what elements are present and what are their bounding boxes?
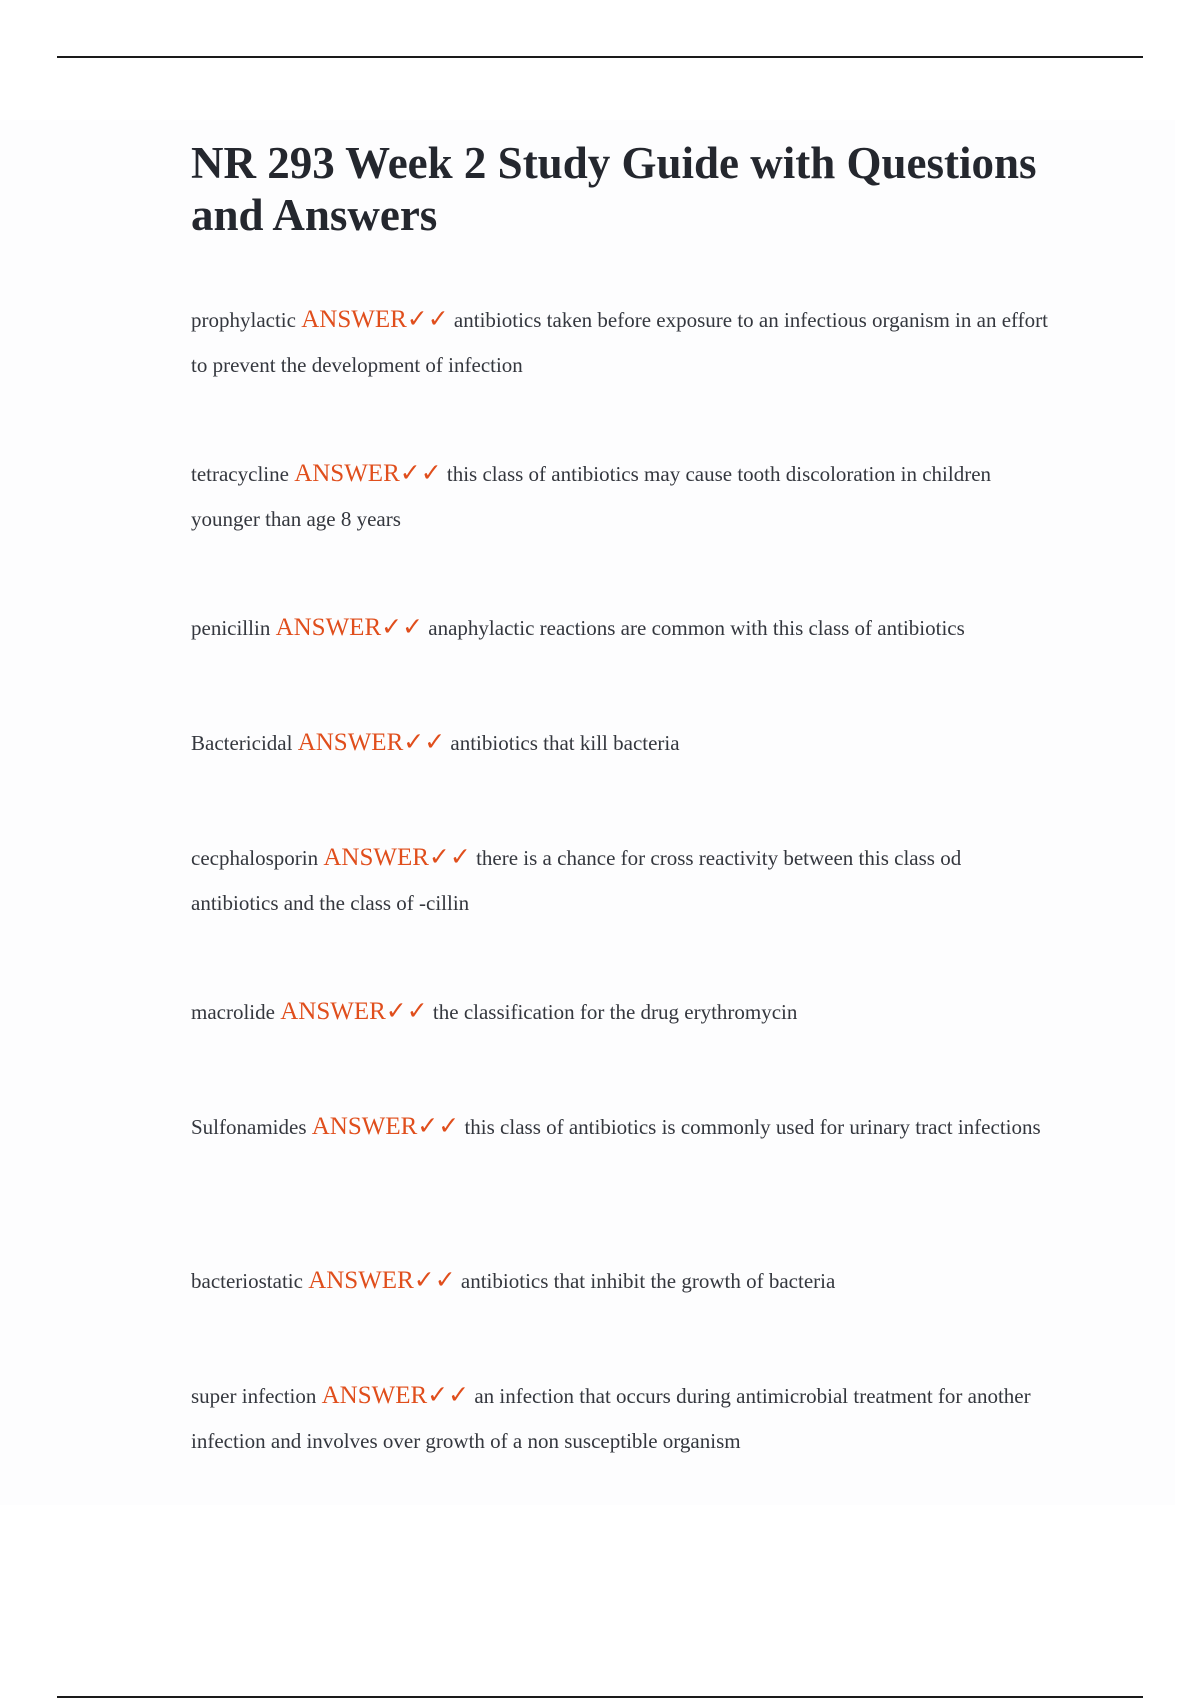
qa-item: [191, 605, 1051, 651]
qa-term: prophylactic: [191, 308, 296, 332]
qa-item: [191, 835, 1051, 926]
qa-definition: this class of antibiotics is commonly used for urinary tract infections: [464, 1115, 1041, 1139]
answer-marker: ANSWER✓✓: [323, 844, 471, 871]
answer-marker: ANSWER✓✓: [275, 614, 424, 641]
answer-marker: ANSWER✓✓: [308, 1267, 456, 1294]
qa-item: [191, 1258, 1051, 1304]
answer-marker: ANSWER✓✓: [297, 729, 446, 756]
qa-term: penicillin: [191, 616, 271, 640]
qa-definition: an infection that occurs during antimicrobial treatment for another infection and involves over growth of a non susceptible organism: [191, 1384, 1031, 1453]
qa-item: [191, 989, 1051, 1035]
qa-definition: antibiotics taken before exposure to an infectious organism in an effort to prevent the development of infection: [191, 308, 1048, 377]
footer-rule: [57, 1696, 1143, 1698]
qa-item: [191, 1373, 1051, 1464]
header-rule: [57, 56, 1143, 58]
qa-term: Sulfonamides: [191, 1115, 307, 1139]
qa-definition: the classification for the drug erythromycin: [432, 1000, 798, 1024]
qa-definition: there is a chance for cross reactivity between this class od antibiotics and the class of -cillin: [191, 846, 962, 915]
qa-term: bacteriostatic: [191, 1269, 303, 1293]
answer-marker: ANSWER✓✓: [294, 460, 442, 487]
document-header: [191, 137, 1051, 241]
qa-term: tetracycline: [191, 462, 289, 486]
qa-term: macrolide: [191, 1000, 275, 1024]
qa-term: super infection: [191, 1384, 317, 1408]
qa-term: cecphalosporin: [191, 846, 319, 870]
qa-definition: antibiotics that kill bacteria: [450, 731, 680, 755]
qa-definition: anaphylactic reactions are common with this class of antibiotics: [428, 616, 965, 640]
qa-item: [191, 451, 1051, 542]
answer-marker: ANSWER✓✓: [321, 1382, 470, 1409]
answer-marker: ANSWER✓✓: [280, 998, 428, 1025]
qa-definition: antibiotics that inhibit the growth of bacteria: [460, 1269, 836, 1293]
qa-item: [191, 720, 1051, 766]
answer-marker: ANSWER✓✓: [311, 1113, 460, 1140]
answer-marker: ANSWER✓✓: [301, 306, 449, 333]
qa-term: Bactericidal: [191, 731, 293, 755]
qa-item: [191, 1104, 1051, 1150]
document-title: NR 293 Week 2 Study Guide with Questions and Answers: [191, 138, 1037, 240]
qa-item: [191, 297, 1051, 388]
qa-definition: this class of antibiotics may cause tooth discoloration in children younger than age 8 years: [191, 462, 992, 531]
